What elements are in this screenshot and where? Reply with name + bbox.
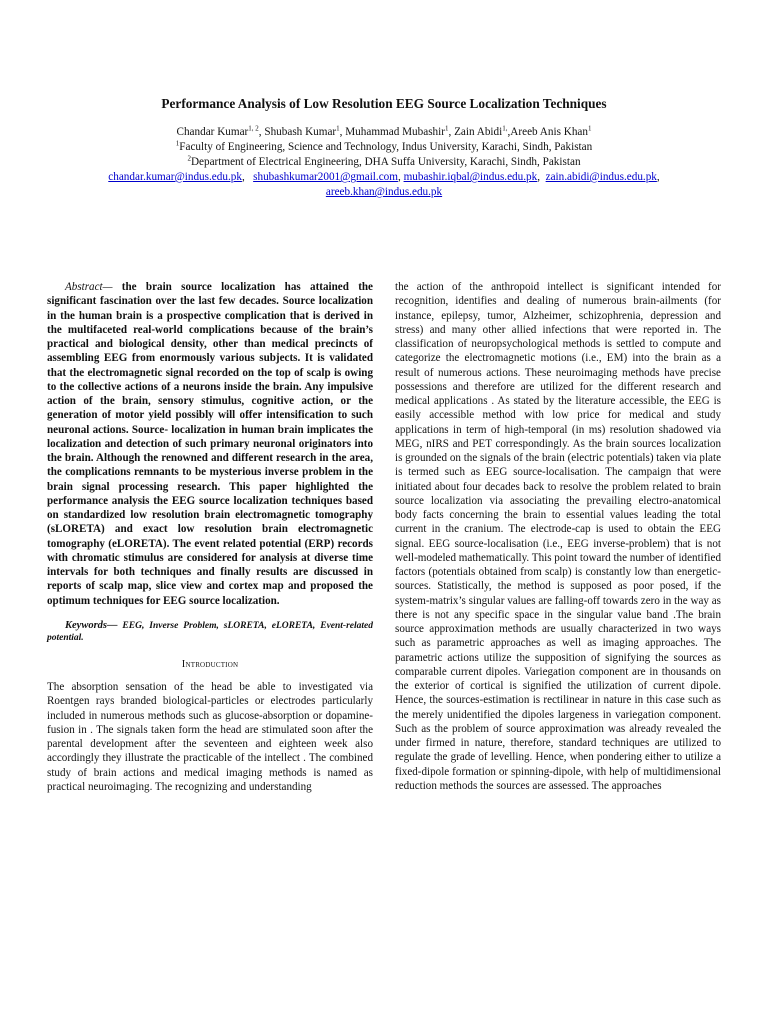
email-list: chandar.kumar@indus.edu.pk, shubashkumar2001@gmail.com, mubashir.iqbal@indus.edu.pk, zain.abidi@indus.edu.pk, <box>108 171 660 183</box>
abstract-text: the brain source localization has attained the significant fascination over the last few decades. Source localization in the human brain is a prospective complication that is derived in the multifaceted real-world complications because of the brain’s practical and biological density, other than medical precincts of assembling EEG from enormously various subjects. It is validated that the electromagnetic signal recorded on the top of scalp is owing to the collective actions of a neurons inside the brain. Any impulsive action of the brain, sensory stimulus, cognitive action, or the generation of motor yield possibly will offer intensification to such neuronal actions. Source- localization in human brain implicates the localization and detection of such primary neuronal originators into the brain. Although the renowned and different research in the area, the complications remnants to be mysterious inverse problem in the brain signal processing research. This paper highlighted the performance analysis the EEG source localization techniques based on standardized low resolution brain electromagnetic tomography (sLORETA) and exact low resolution brain electromagnetic tomography (eLORETA). The event related potential (ERP) records with chromatic stimulus are considered for analysis at diverse time intervals for both techniques and finally results are discussed in reports of scalp map, slice view and cortex map and proposed the optimum techniques for EEG source localization. <box>47 281 373 607</box>
author-list: Chandar Kumar$^{1, 2}$, Shubash Kumar$^1$, Muhammad Mubashir$^1$, Zain Abidi$^{1,}$,Areeb Anis Khan$^1$ <box>176 124 592 138</box>
email-link[interactable]: zain.abidi@indus.edu.pk <box>545 171 657 183</box>
affiliation-line: $^1$Faculty of Engineering, Science and Technology, Indus University, Karachi, Sindh, Pakistan <box>175 139 593 153</box>
author-name: Zain Abidi <box>454 126 503 138</box>
email-link[interactable]: chandar.kumar@indus.edu.pk <box>108 171 242 183</box>
author-affiliation-marker: 1, <box>502 124 508 133</box>
author-affiliation-marker: 1, 2 <box>248 124 259 133</box>
author-name: Areeb Anis Khan <box>510 126 588 138</box>
paper-title: Performance Analysis of Low Resolution EEG Source Localization Techniques <box>161 96 607 111</box>
email-link[interactable]: shubashkumar2001@gmail.com <box>253 171 398 183</box>
right-column <box>395 280 721 793</box>
section-heading-introduction: Introduction <box>181 658 239 670</box>
abstract <box>47 280 373 608</box>
email-list <box>0 185 768 200</box>
author-name: Muhammad Mubashir <box>345 126 445 138</box>
left-column <box>47 280 373 794</box>
abstract-label: Abstract— <box>65 281 113 293</box>
author-name: Shubash Kumar <box>264 126 337 138</box>
keywords <box>47 620 373 644</box>
author-affiliation-marker: 1 <box>587 124 592 133</box>
keywords-text: EEG, Inverse Problem, sLORETA, eLORETA, Event-related potential. <box>47 620 373 643</box>
right-column-text: the action of the anthropoid intellect is significant intended for recognition, identifies and dealing of numerous brain-ailments (for instance, epilepsy, tumor, Alzheimer, schizophrenia, depression and stress) and many other allied infections that were reported in. The classification of neuropsychological methods is settled to compute and categorize the electromagnetic motions (i.e., EM) into the brain as a result of numerous actions. These neuroimaging methods have precise possessions and therefore are utilized for the different research and medical applications . As stated by the literature accessible, the EEG is easily accessible method with low price for medical and study applications in term of high-temporal (in ms) resolution shadowed via MEG, nIRS and PET correspondingly. As the brain sources localization is grounded on the signals of the brain (electric potentials) taken via plate is termed such as EEG source-localisation. The campaign that were initiated about four decades back to resolve the problem related to brain source localization via associating the prevailing electro-anatomical body facts concerning the brain to essential values leading the total current in the cranium. The electrode-cap is used to obtain the EEG signal. EEG source-localisation (i.e., EEG inverse-problem) that is not well-modeled mathematically. This point toward the number of identified factors (potentials obtained from scalp) is constantly low than energetic-sources. Statistically, the method is supposed as poor posed, if the system-matrix’s singular values are falling-off towards zero in the way as there is not any specific space in the singular value band .The brain source approximation methods are usually characterized in two ways such as parametric approaches as well as imaging approaches. The parametric actions utilize the supposition of signifying the sources as comparable current dipoles. Variegation component are in thousands on the exterior of cortical is signified the utilization of current dipole. Hence, the sources-estimation is rectilinear in nature in this case such as the merely unidentified the dipoles largeness in variegation component. Such as the problem of source approximation was already revealed the under firmed in nature, therefore, standard techniques are utilized to regulate the grade of levelling. Hence, when pondering either to utilize a fixed-dipole formation or spinning-dipole, with help of multidimensional reduction methods the sources are assessed. The approaches <box>395 281 721 792</box>
author-name: Chandar Kumar <box>176 126 249 138</box>
author-affiliation-marker: 1 <box>336 124 340 133</box>
email-link[interactable]: mubashir.iqbal@indus.edu.pk <box>403 171 538 183</box>
author-affiliation-marker: 1 <box>444 124 449 133</box>
keywords-label: Keywords— <box>65 619 118 631</box>
introduction-text: The absorption sensation of the head be able to investigated via Roentgen rays branded biological-particles or electrodes particularly included in numerous methods such as glucose-absorption or dopamine-fusion in . The signals taken form the head are stimulated soon after the parental development after the seventeen and eighteen week also accordingly they illustrate the practicable of the intellect . The combined study of brain actions and medical imaging methods is named as practical neuroimaging. The recognizing and understanding <box>47 681 373 793</box>
email-link[interactable]: areeb.khan@indus.edu.pk <box>325 186 443 198</box>
affiliation-line: $^2$Department of Electrical Engineering, DHA Suffa University, Karachi, Sindh, Pakistan <box>187 154 581 168</box>
author-block <box>0 125 768 200</box>
